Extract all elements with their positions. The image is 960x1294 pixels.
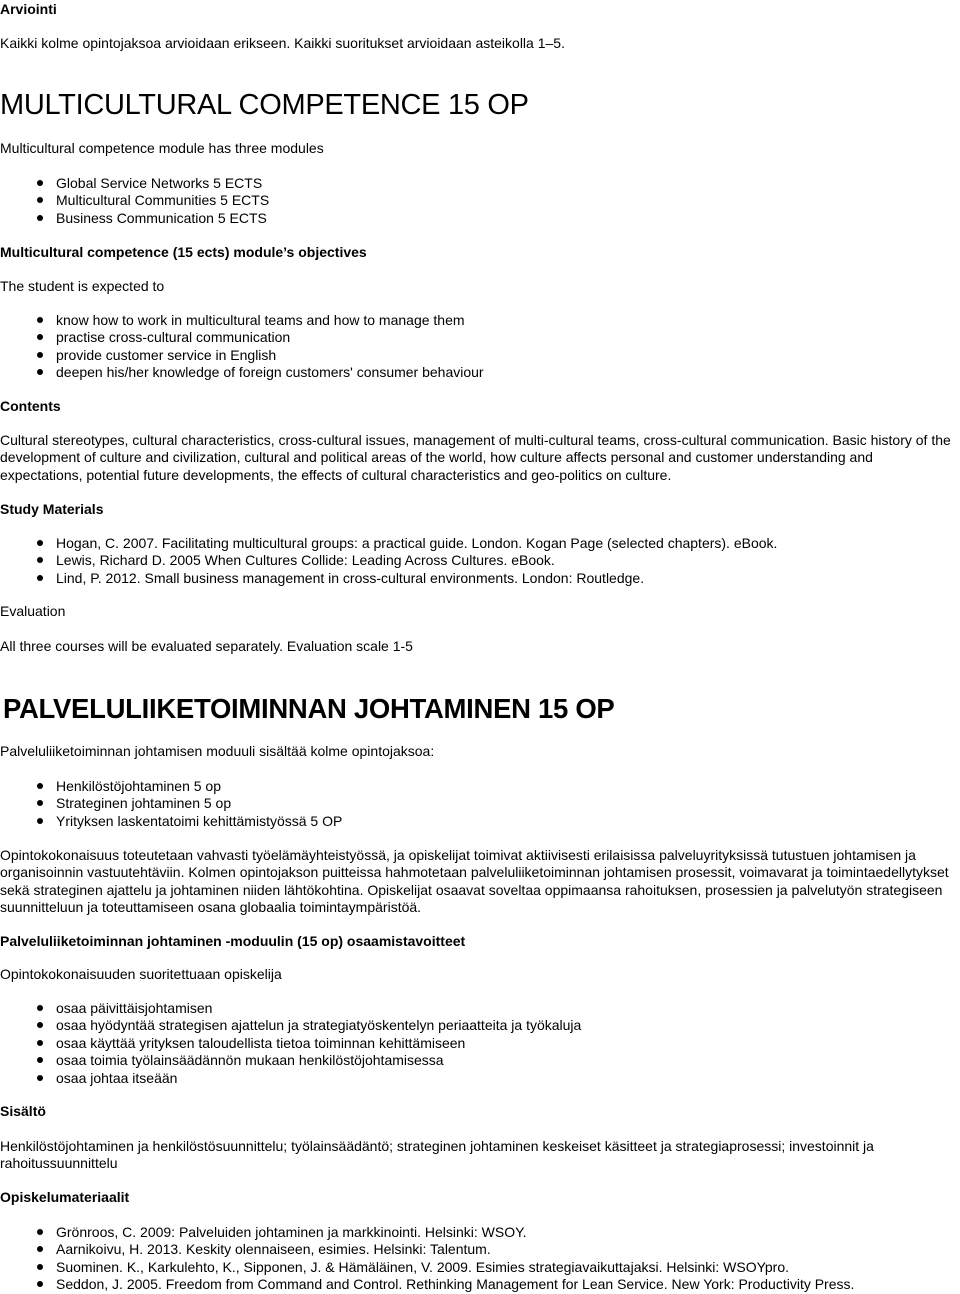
evaluation-heading: Evaluation	[0, 603, 66, 619]
list-item: osaa käyttää yrityksen taloudellista tietoa toiminnan kehittämiseen	[0, 1035, 581, 1052]
list-item: deepen his/her knowledge of foreign customers' consumer behaviour	[0, 364, 484, 381]
list-item: osaa toimia työlainsäädännön mukaan henkilöstöjohtamisessa	[0, 1052, 581, 1069]
list-item: Business Communication 5 ECTS	[0, 210, 269, 227]
multicultural-objectives-list	[0, 312, 484, 382]
list-item: Lind, P. 2012. Small business management in cross-cultural environments. London: Routledge.	[0, 570, 777, 587]
palvelu-title: PALVELULIIKETOIMINNAN JOHTAMINEN 15 OP	[3, 693, 615, 724]
palvelu-objectives-list	[0, 1000, 581, 1087]
arviointi-text: Kaikki kolme opintojaksoa arvioidaan erikseen. Kaikki suoritukset arvioidaan asteikolla 1–5.	[0, 35, 565, 51]
sisalto-text: Henkilöstöjohtaminen ja henkilöstösuunnittelu; työlainsäädäntö; strateginen johtaminen keskeiset käsitteet ja strategiaprosessi; investoinnit ja rahoitussuunnittelu	[0, 1138, 874, 1172]
palvelu-module-list	[0, 778, 342, 830]
list-item: know how to work in multicultural teams and how to manage them	[0, 312, 484, 329]
sisalto-heading: Sisältö	[0, 1103, 46, 1119]
list-item: Grönroos, C. 2009: Palveluiden johtaminen ja markkinointi. Helsinki: WSOY.	[0, 1224, 854, 1241]
opiskelumateriaalit-list	[0, 1224, 854, 1294]
list-item: Hogan, C. 2007. Facilitating multicultural groups: a practical guide. London. Kogan Page (selected chapters). eBook.	[0, 535, 777, 552]
study-materials-list	[0, 535, 777, 587]
palvelu-objectives-intro: Opintokokonaisuuden suoritettuaan opiskelija	[0, 966, 282, 982]
evaluation-text: All three courses will be evaluated separately. Evaluation scale 1-5	[0, 638, 413, 654]
multicultural-title: MULTICULTURAL COMPETENCE 15 OP	[0, 89, 529, 121]
list-item: Suominen. K., Karkulehto, K., Sipponen, J. & Hämäläinen, V. 2009. Esimies strategiavaikuttajaksi. Helsinki: WSOYpro.	[0, 1259, 854, 1276]
multicultural-module-list	[0, 175, 269, 227]
arviointi-heading: Arviointi	[0, 1, 57, 17]
list-item: practise cross-cultural communication	[0, 329, 484, 346]
palvelu-objectives-heading: Palveluliiketoiminnan johtaminen -moduulin (15 op) osaamistavoitteet	[0, 933, 466, 949]
multicultural-intro: Multicultural competence module has three modules	[0, 140, 324, 156]
study-materials-heading: Study Materials	[0, 501, 104, 517]
multicultural-objectives-heading: Multicultural competence (15 ects) module’s objectives	[0, 244, 367, 260]
multicultural-objectives-intro: The student is expected to	[0, 278, 165, 294]
list-item: provide customer service in English	[0, 347, 484, 364]
list-item: osaa hyödyntää strategisen ajattelun ja strategiatyöskentelyn periaatteita ja työkaluja	[0, 1017, 581, 1034]
list-item: osaa johtaa itseään	[0, 1070, 581, 1087]
list-item: Henkilöstöjohtaminen 5 op	[0, 778, 342, 795]
list-item: Strateginen johtaminen 5 op	[0, 795, 342, 812]
palvelu-description: Opintokokonaisuus toteutetaan vahvasti työelämäyhteistyössä, ja opiskelijat toimivat aktiivisesti erilaisissa palveluyrityksissä tutustuen johtamisen ja organisoinnin vastuutehtäviin. Kolmen opintojakson puitteissa hahmotetaan palveluliiketoiminnan johtamisen prosessit, voimavarat ja toimintaedellytykset sekä strateginen ajattelu ja johtaminen niiden lähtökohtina. Opiskelijat osaavat soveltaa oppimaansa rahoituksen, prosessien ja palvelutyön strategiseen suunnitteluun ja toteuttamiseen osana globaalia toimintaympäristöä.	[0, 847, 949, 916]
list-item: Global Service Networks 5 ECTS	[0, 175, 269, 192]
contents-text: Cultural stereotypes, cultural characteristics, cross-cultural issues, management of multi-cultural teams, cross-cultural communication. Basic history of the development of culture and civilization, cultural and political areas of the world, how culture affects personal and customer understanding and expectations, potential future developments, the effects of cultural characteristics and geo-politics on culture.	[0, 432, 951, 483]
list-item: Aarnikoivu, H. 2013. Keskity olennaiseen, esimies. Helsinki: Talentum.	[0, 1241, 854, 1258]
palvelu-intro: Palveluliiketoiminnan johtamisen moduuli sisältää kolme opintojaksoa:	[0, 743, 435, 759]
list-item: Lewis, Richard D. 2005 When Cultures Collide: Leading Across Cultures. eBook.	[0, 552, 777, 569]
contents-heading: Contents	[0, 398, 61, 414]
list-item: Seddon, J. 2005. Freedom from Command and Control. Rethinking Management for Lean Service. New York: Productivity Press.	[0, 1276, 854, 1293]
list-item: Multicultural Communities 5 ECTS	[0, 192, 269, 209]
opiskelumateriaalit-heading: Opiskelumateriaalit	[0, 1189, 130, 1205]
list-item: Yrityksen laskentatoimi kehittämistyössä 5 OP	[0, 813, 342, 830]
list-item: osaa päivittäisjohtamisen	[0, 1000, 581, 1017]
